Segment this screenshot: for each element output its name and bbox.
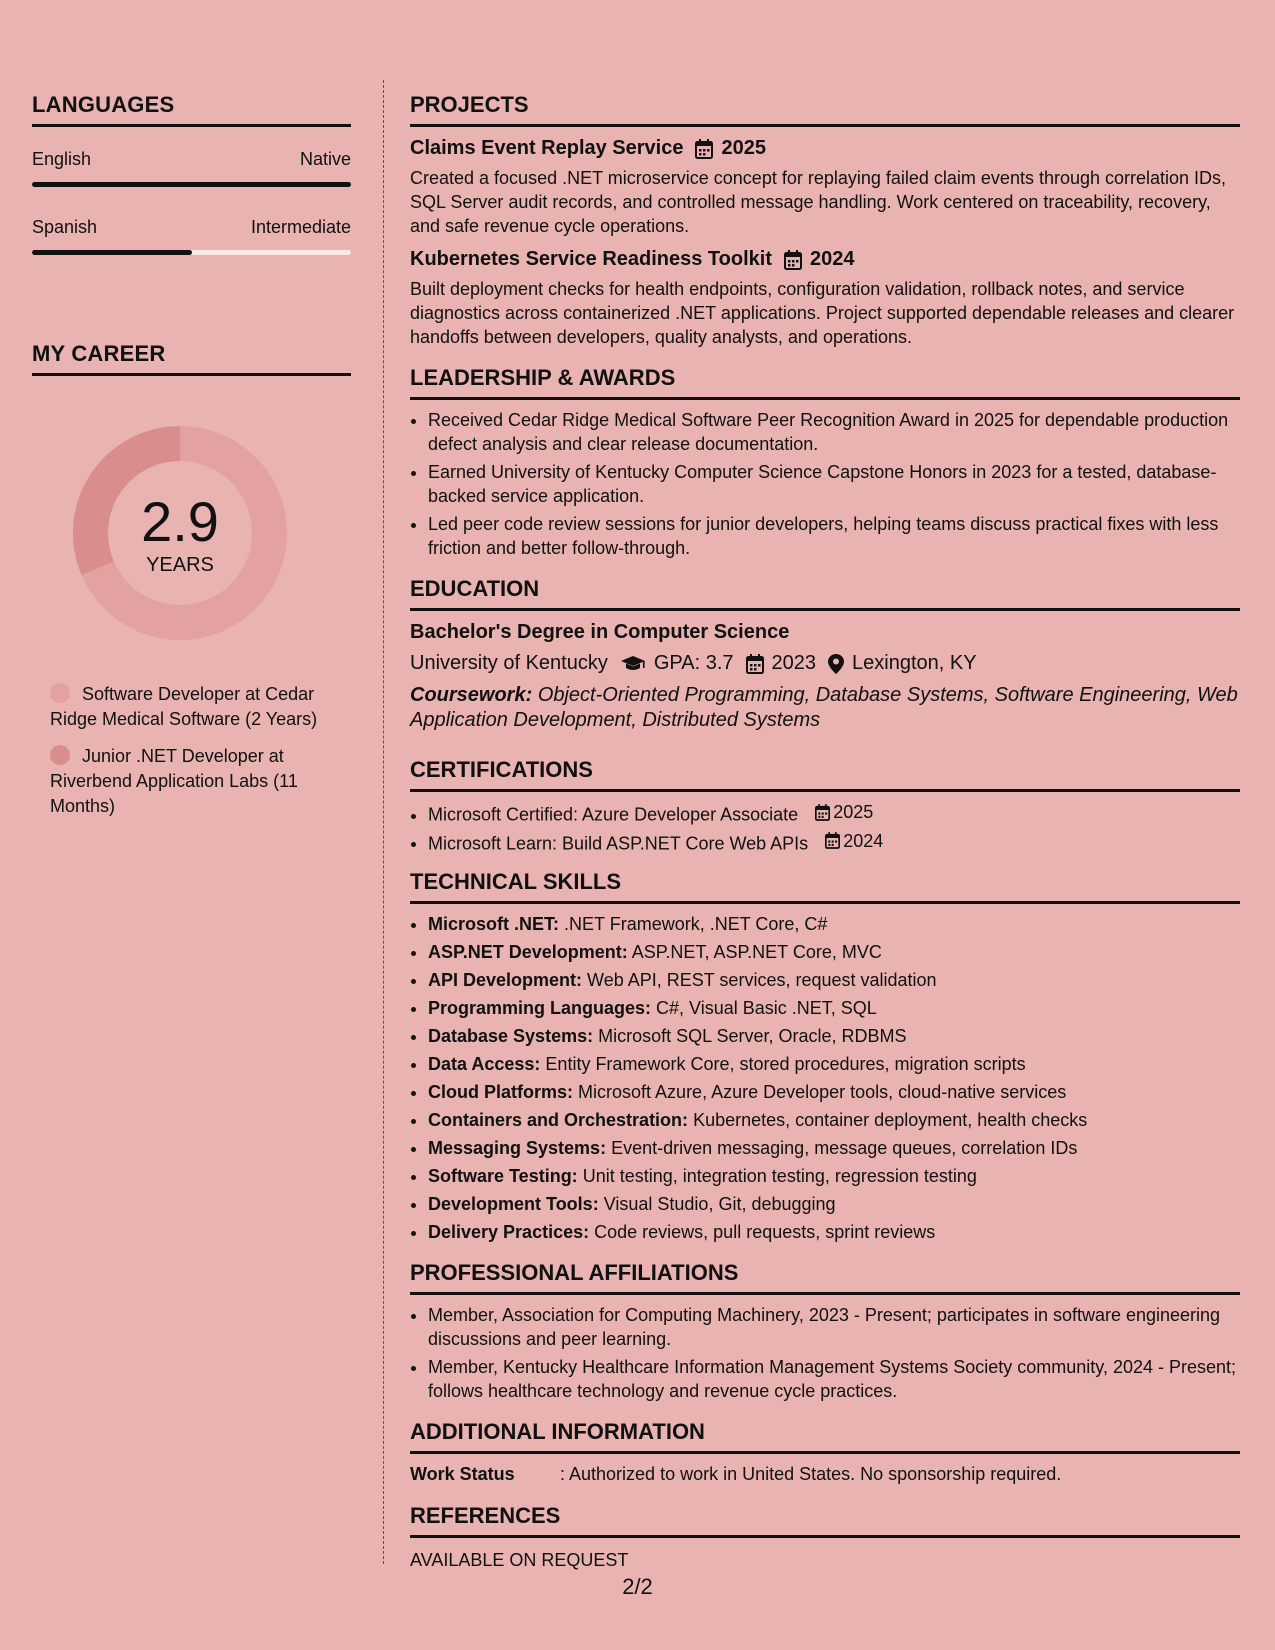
career-total-years: 2.9	[141, 489, 219, 553]
skill-value: C#, Visual Basic .NET, SQL	[656, 998, 877, 1018]
additional-section	[410, 1419, 1240, 1485]
coursework-label: Coursework:	[410, 684, 533, 706]
education-year: 2023	[771, 652, 817, 674]
skill-value: Microsoft SQL Server, Oracle, RDBMS	[598, 1026, 907, 1046]
skill-label: Delivery Practices:	[428, 1222, 590, 1242]
project-description: Created a focused .NET microservice concept for replaying failed claim events through correlation IDs, SQL Server audit records, and controlled message handling. Work centered on traceability, recovery, and safe revenue cycle operations.	[410, 168, 1227, 236]
list-item	[428, 829, 1240, 856]
career-legend	[32, 682, 325, 819]
projects-section	[410, 92, 1240, 349]
project-item	[410, 248, 1240, 349]
career-legend-item	[50, 744, 325, 819]
skill-value: Web API, REST services, request validation	[587, 970, 937, 990]
skills-section	[410, 869, 1240, 1244]
language-proficiency-fill	[32, 182, 351, 187]
skills-title: TECHNICAL SKILLS	[410, 869, 1240, 904]
skill-item	[428, 996, 1240, 1020]
skill-item	[428, 912, 1240, 936]
career-legend-item	[50, 682, 325, 732]
skill-label: Data Access:	[428, 1054, 541, 1074]
affiliations-list	[410, 1303, 1240, 1403]
certification-name: Microsoft Certified: Azure Developer Associate	[428, 804, 799, 825]
list-item: • Member, Kentucky Healthcare Information Management Systems Society community, 2024 - Present; follows healthcare technology and revenue cycle practices.	[428, 1355, 1240, 1403]
language-proficiency-bar	[32, 182, 351, 187]
legend-dot-icon	[50, 683, 70, 703]
skill-label: Development Tools:	[428, 1194, 599, 1214]
language-proficiency-bar	[32, 250, 351, 255]
language-level: Native	[299, 149, 351, 169]
languages-title: LANGUAGES	[32, 92, 351, 127]
affiliations-title: PROFESSIONAL AFFILIATIONS	[410, 1260, 1240, 1295]
skill-value: Code reviews, pull requests, sprint reviews	[594, 1222, 936, 1242]
work-status-row	[410, 1464, 1240, 1485]
education-meta	[410, 652, 1240, 675]
coursework-text: Object-Oriented Programming, Database Systems, Software Engineering, Web Application Development, Distributed Systems	[410, 684, 1238, 731]
calendar-icon	[825, 832, 840, 849]
project-item	[410, 137, 1240, 238]
skill-label: Software Testing:	[428, 1166, 578, 1186]
skill-value: ASP.NET, ASP.NET Core, MVC	[631, 942, 882, 962]
language-proficiency-fill	[32, 250, 192, 255]
column-divider	[383, 80, 384, 1564]
references-text: AVAILABLE ON REQUEST	[410, 1550, 629, 1570]
leadership-section	[410, 365, 1240, 560]
skill-value: .NET Framework, .NET Core, C#	[564, 914, 828, 934]
skill-value: Event-driven messaging, message queues, correlation IDs	[611, 1138, 1078, 1158]
affiliations-section	[410, 1260, 1240, 1403]
skill-item	[428, 1108, 1240, 1132]
language-item	[32, 217, 351, 255]
list-item	[428, 800, 1240, 827]
calendar-icon	[746, 654, 764, 674]
skill-item	[428, 1164, 1240, 1188]
skill-label: Microsoft .NET:	[428, 914, 560, 934]
skill-label: Messaging Systems:	[428, 1138, 607, 1158]
list-item: • Received Cedar Ridge Medical Software Peer Recognition Award in 2025 for dependable production defect analysis and clear release documentation.	[428, 408, 1240, 456]
skill-item	[428, 968, 1240, 992]
language-level: Intermediate	[250, 217, 351, 237]
certification-name: Microsoft Learn: Build ASP.NET Core Web APIs	[428, 833, 809, 853]
left-column	[32, 92, 351, 831]
right-column	[410, 92, 1240, 1571]
list-item: • Led peer code review sessions for junior developers, helping teams discuss practical fixes with less friction and better follow-through.	[428, 512, 1240, 560]
education-coursework	[410, 683, 1240, 733]
list-item: • Member, Association for Computing Machinery, 2023 - Present; participates in software engineering discussions and peer learning.	[428, 1303, 1240, 1351]
work-status-label: Work Status	[410, 1464, 515, 1484]
skill-label: Programming Languages:	[428, 998, 652, 1018]
skill-item	[428, 1136, 1240, 1160]
career-entry-text: Software Developer at Cedar Ridge Medical Software (2 Years)	[50, 684, 318, 729]
skill-label: ASP.NET Development:	[428, 942, 628, 962]
career-title: MY CAREER	[32, 341, 351, 376]
project-name: Kubernetes Service Readiness Toolkit	[410, 248, 772, 270]
references-title: REFERENCES	[410, 1503, 1240, 1538]
skill-item	[428, 940, 1240, 964]
project-name: Claims Event Replay Service	[410, 137, 684, 159]
education-section	[410, 576, 1240, 733]
legend-dot-icon	[50, 745, 70, 765]
certification-year: 2024	[843, 830, 884, 851]
skill-item	[428, 1192, 1240, 1216]
education-title: EDUCATION	[410, 576, 1240, 611]
skill-value: Visual Studio, Git, debugging	[603, 1194, 836, 1214]
certifications-list	[410, 800, 1240, 855]
list-item: • Earned University of Kentucky Computer Science Capstone Honors in 2023 for a tested, database-backed service application.	[428, 460, 1240, 508]
education-degree: Bachelor's Degree in Computer Science	[410, 621, 790, 643]
skill-value: Kubernetes, container deployment, health checks	[693, 1110, 1088, 1130]
references-section	[410, 1503, 1240, 1571]
project-year: 2025	[721, 137, 766, 159]
language-name: Spanish	[32, 217, 98, 237]
skill-value: Microsoft Azure, Azure Developer tools, cloud-native services	[578, 1082, 1067, 1102]
calendar-icon	[815, 804, 830, 821]
skill-value: Entity Framework Core, stored procedures, migration scripts	[545, 1054, 1026, 1074]
skill-label: Containers and Orchestration:	[428, 1110, 689, 1130]
education-gpa: GPA: 3.7	[653, 652, 734, 674]
skill-label: Database Systems:	[428, 1026, 594, 1046]
leadership-list	[410, 408, 1240, 560]
education-location: Lexington, KY	[852, 652, 977, 674]
calendar-icon	[695, 139, 713, 159]
skill-item	[428, 1080, 1240, 1104]
skill-item	[428, 1052, 1240, 1076]
project-year: 2024	[809, 248, 855, 270]
location-pin-icon	[828, 654, 844, 674]
skill-label: Cloud Platforms:	[428, 1082, 574, 1102]
additional-title: ADDITIONAL INFORMATION	[410, 1419, 1240, 1454]
calendar-icon	[784, 250, 802, 270]
skill-item	[428, 1220, 1240, 1244]
certification-year: 2025	[833, 802, 874, 822]
page-number: 2/2	[622, 1574, 653, 1599]
career-entry-text: Junior .NET Developer at Riverbend Application Labs (11 Months)	[50, 746, 298, 816]
graduation-cap-icon	[620, 655, 646, 673]
career-years-unit: YEARS	[146, 553, 214, 576]
education-school: University of Kentucky	[410, 652, 608, 674]
project-description: Built deployment checks for health endpoints, configuration validation, rollback notes, and service diagnostics across containerized .NET applications. Project supported dependable releases and clearer handoffs between developers, quality analysts, and operations.	[410, 279, 1235, 347]
skill-value: Unit testing, integration testing, regression testing	[582, 1166, 977, 1186]
certifications-section	[410, 757, 1240, 855]
projects-title: PROJECTS	[410, 92, 1240, 127]
language-item	[32, 149, 351, 187]
skill-item	[428, 1024, 1240, 1048]
skills-list	[410, 912, 1240, 1244]
certifications-title: CERTIFICATIONS	[410, 757, 1240, 792]
language-name: English	[32, 149, 92, 169]
career-donut-chart	[67, 420, 293, 646]
skill-label: API Development:	[428, 970, 583, 990]
leadership-title: LEADERSHIP & AWARDS	[410, 365, 1240, 400]
work-status-value: : Authorized to work in United States. No sponsorship required.	[560, 1464, 1062, 1484]
